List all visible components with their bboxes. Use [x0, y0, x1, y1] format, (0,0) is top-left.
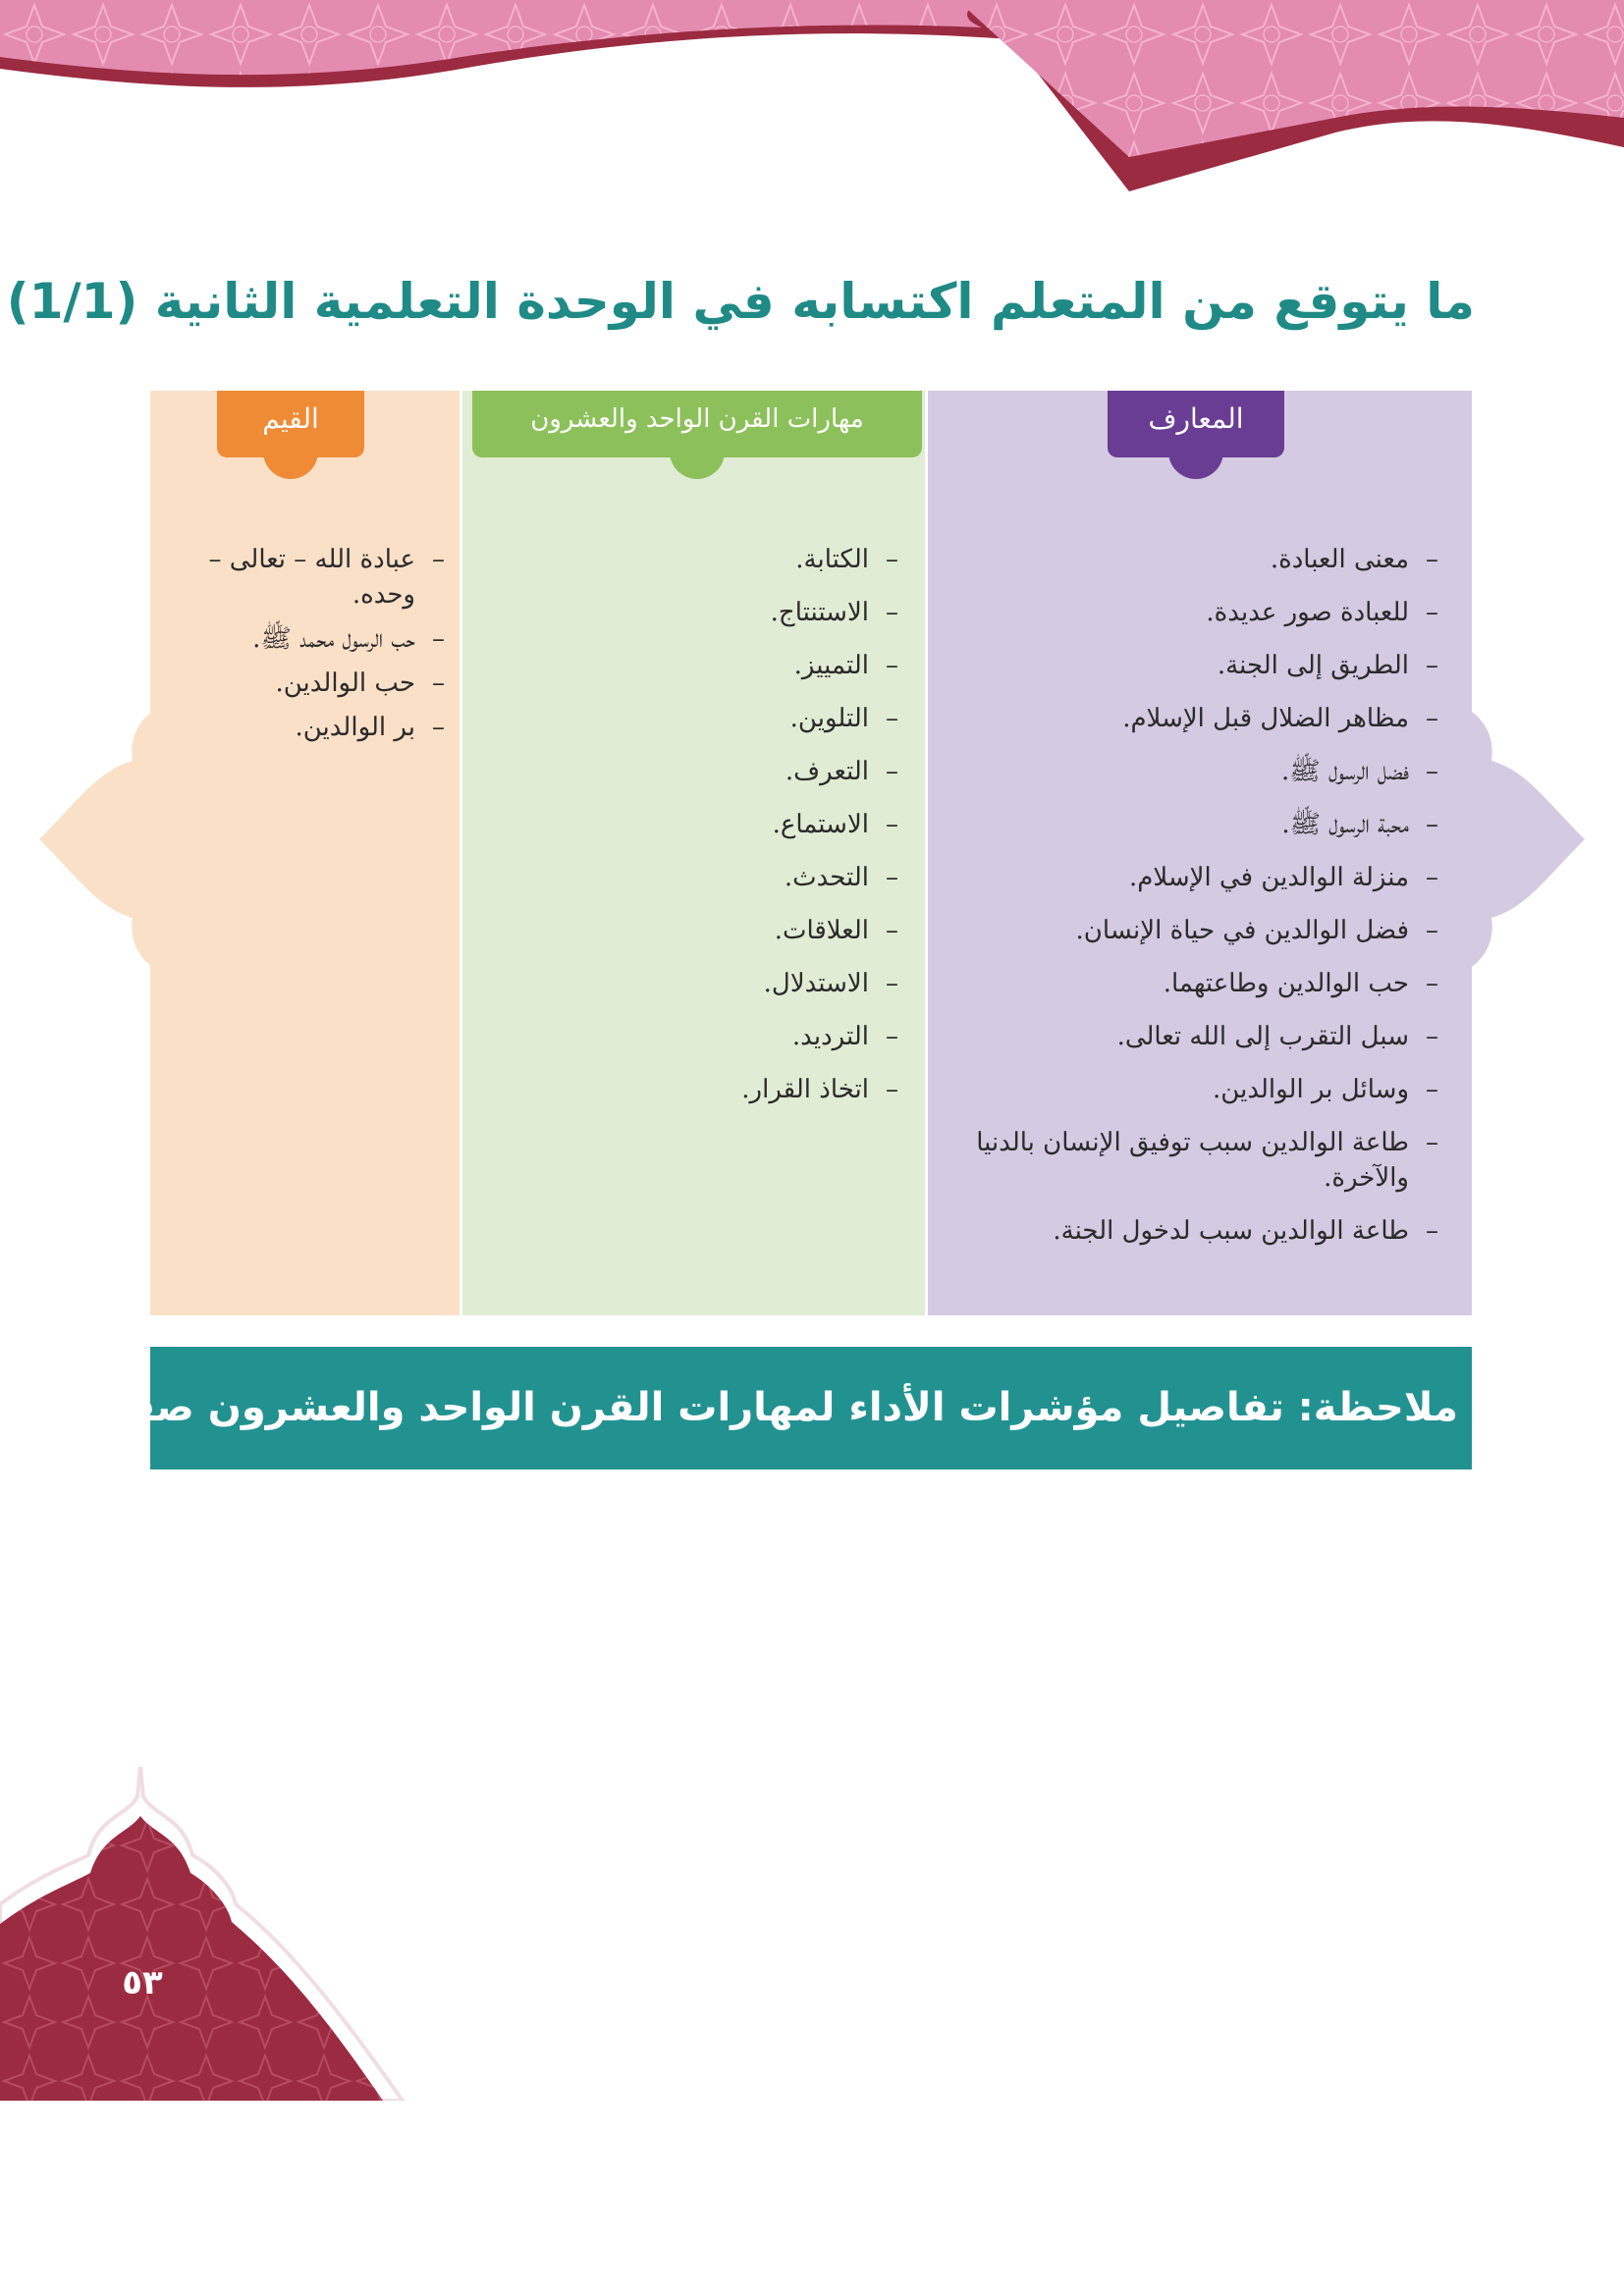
list-item: – التحدث.: [604, 860, 898, 895]
list-item: – الكتابة.: [604, 542, 898, 577]
list-item: – عبادة الله – تعالى – وحده.: [160, 542, 445, 613]
list-item: – التلوين.: [604, 701, 898, 736]
page-title: ما يتوقع من المتعلم اكتسابه في الوحدة التعلمية الثانية (1/1): [6, 273, 1475, 330]
bottom-dome-ornament: [0, 1757, 442, 2101]
list-item: – معنى العبادة.: [938, 542, 1438, 577]
list-item: – محبة الرسول ﷺ.: [938, 807, 1438, 842]
list-item: – الطريق إلى الجنة.: [938, 648, 1438, 683]
top-decorative-banner: [0, 0, 1624, 236]
values-list: [160, 542, 445, 754]
list-item: – التمييز.: [604, 648, 898, 683]
list-item: – الترديد.: [604, 1019, 898, 1054]
knowledge-list: [938, 542, 1438, 1266]
list-item: – الاستماع.: [604, 807, 898, 842]
list-item: – فضل الوالدين في حياة الإنسان.: [938, 913, 1438, 948]
page-number: ٥٣: [122, 1963, 163, 2002]
list-item: – الاستدلال.: [604, 966, 898, 1001]
list-item: – فضل الرسول ﷺ.: [938, 754, 1438, 789]
list-item: – طاعة الوالدين سبب توفيق الإنسان بالدنيا والآخرة.: [938, 1125, 1438, 1196]
skills-list: [604, 542, 898, 1125]
list-item: – بر الوالدين.: [160, 710, 445, 745]
note-bar: ملاحظة: تفاصيل مؤشرات الأداء لمهارات القرن الواحد والعشرون صفحة ٨٣: [150, 1347, 1472, 1469]
skills-header: مهارات القرن الواحد والعشرون: [472, 391, 922, 457]
list-item: – حب الوالدين وطاعتهما.: [938, 966, 1438, 1001]
list-item: – التعرف.: [604, 754, 898, 789]
list-item: – وسائل بر الوالدين.: [938, 1072, 1438, 1107]
list-item: – طاعة الوالدين سبب لدخول الجنة.: [938, 1213, 1438, 1249]
list-item: – حب الرسول محمد ﷺ.: [160, 621, 445, 657]
list-item: – حب الوالدين.: [160, 666, 445, 701]
list-item: – اتخاذ القرار.: [604, 1072, 898, 1107]
knowledge-header: المعارف: [1108, 391, 1284, 457]
list-item: – للعبادة صور عديدة.: [938, 595, 1438, 630]
list-item: – مظاهر الضلال قبل الإسلام.: [938, 701, 1438, 736]
list-item: – العلاقات.: [604, 913, 898, 948]
list-item: – منزلة الوالدين في الإسلام.: [938, 860, 1438, 895]
values-column: [150, 391, 460, 1315]
list-item: – سبل التقرب إلى الله تعالى.: [938, 1019, 1438, 1054]
values-header: القيم: [217, 391, 364, 457]
list-item: – الاستنتاج.: [604, 595, 898, 630]
